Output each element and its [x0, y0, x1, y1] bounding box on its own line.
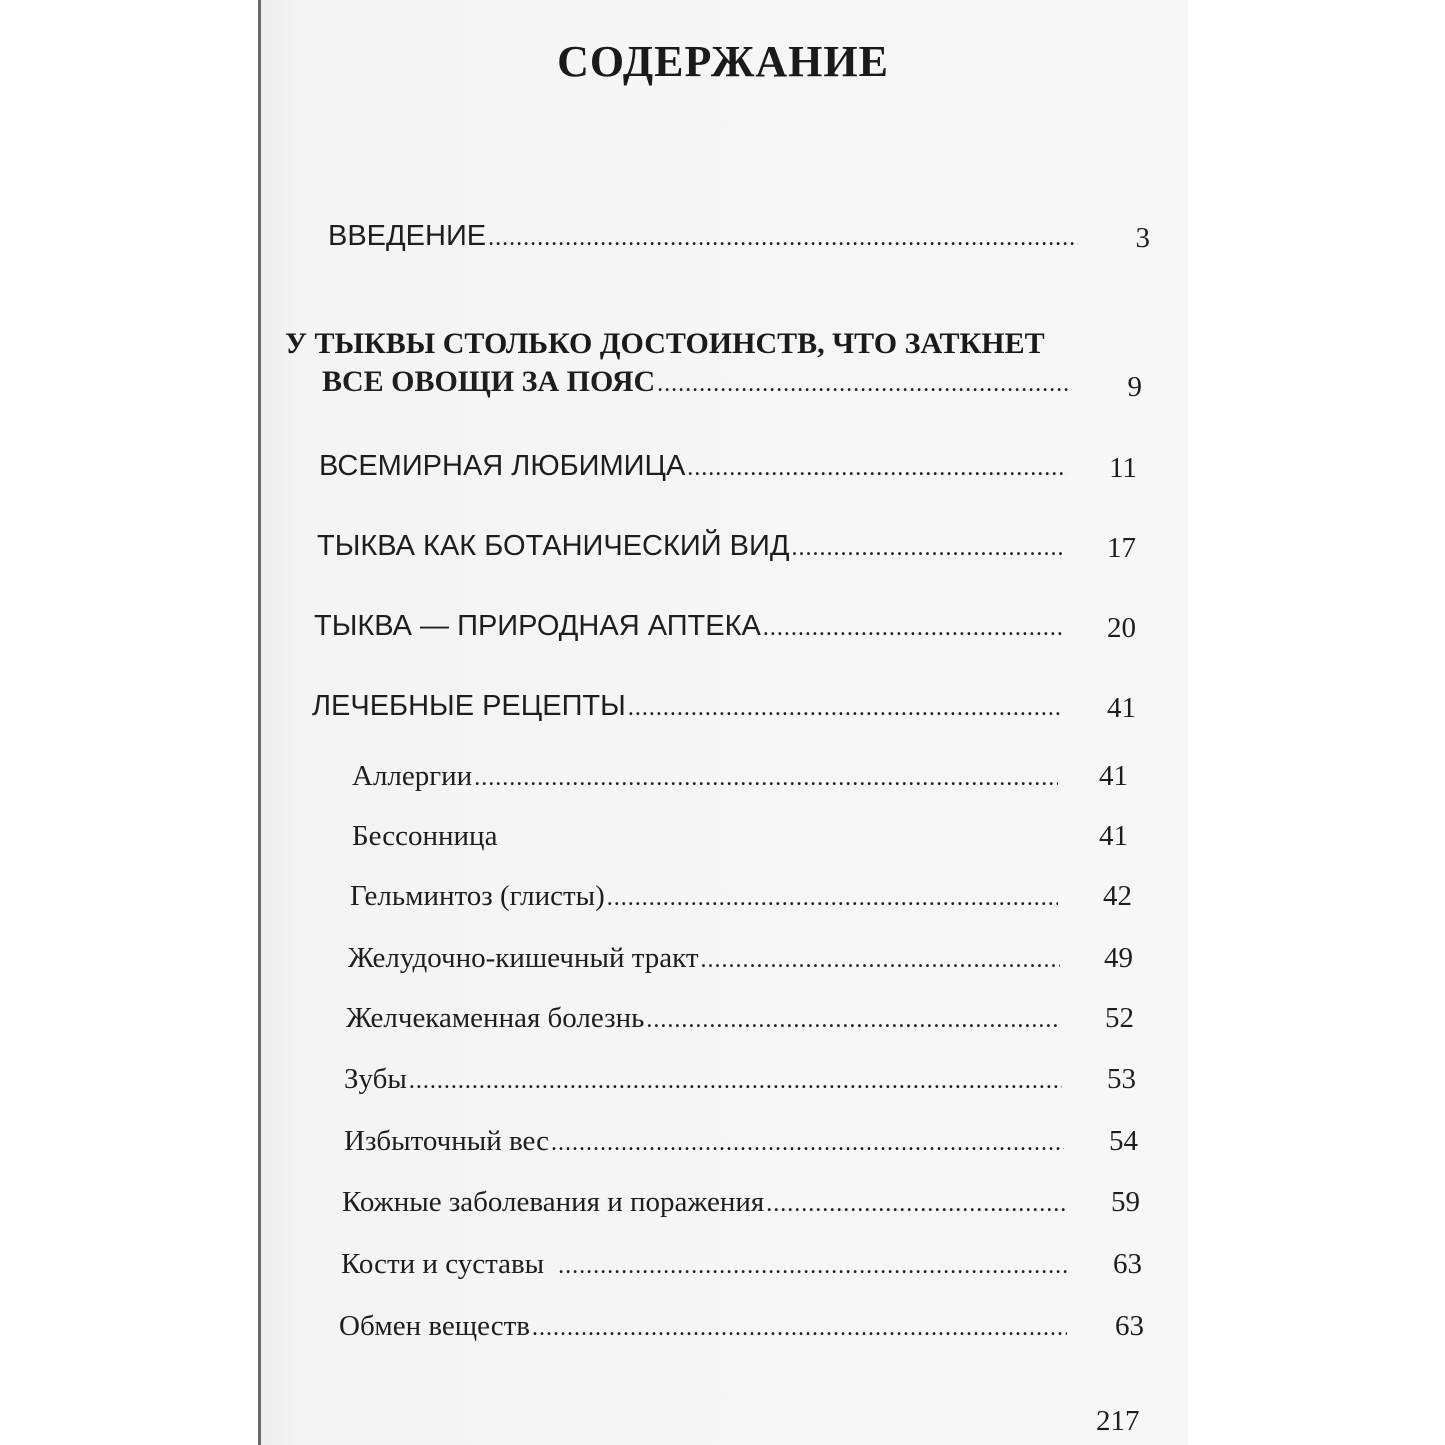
toc-entry-page: 54 — [1109, 1125, 1138, 1157]
toc-entry-page: 53 — [1107, 1063, 1136, 1095]
toc-subentry[interactable] — [344, 1063, 1064, 1096]
toc-entry-page: 3 — [1135, 222, 1150, 254]
toc-subentry[interactable] — [350, 880, 1060, 913]
book-page — [258, 0, 1188, 1445]
toc-entry-label: Желчекаменная болезнь — [346, 1002, 645, 1034]
dot-leader — [646, 1007, 1060, 1034]
toc-entry-label: ВВЕДЕНИЕ — [328, 220, 487, 252]
toc-entry-page: 49 — [1104, 942, 1133, 974]
toc-subentry[interactable] — [348, 942, 1062, 975]
toc-entry-page: 17 — [1107, 532, 1136, 564]
toc-entry-page: 41 — [1099, 820, 1128, 852]
dot-leader — [687, 455, 1067, 482]
toc-entry-label: ТЫКВА КАК БОТАНИЧЕСКИЙ ВИД — [317, 530, 790, 562]
toc-entry-page: 59 — [1111, 1186, 1140, 1218]
toc-entry-label: Кости и суставы — [341, 1248, 545, 1280]
toc-entry-world-favorite[interactable] — [319, 450, 1069, 483]
toc-entry-label: Кожные заболевания и поражения — [342, 1186, 765, 1218]
toc-entry-label: Гельминтоз (глисты) — [350, 880, 605, 912]
toc-entry-label: ВСЕ ОВОЩИ ЗА ПОЯС — [322, 365, 656, 398]
dot-leader — [474, 765, 1058, 792]
toc-entry-label: Бессонница — [352, 820, 498, 852]
toc-entry-page: 63 — [1115, 1310, 1144, 1342]
toc-entry-page: 41 — [1099, 760, 1128, 792]
toc-subentry[interactable] — [342, 1186, 1068, 1219]
toc-entry-botanical[interactable] — [317, 530, 1067, 563]
toc-entry-page: 20 — [1107, 612, 1136, 644]
toc-subentry[interactable] — [341, 1248, 1069, 1281]
toc-entry-label: Желудочно-кишечный тракт — [348, 942, 699, 974]
toc-entry-label: Избыточный вес — [344, 1125, 550, 1157]
toc-entry-page: 9 — [1127, 371, 1142, 403]
dot-leader — [409, 1068, 1062, 1095]
toc-entry-page: 41 — [1107, 692, 1136, 724]
toc-subentry[interactable] — [352, 820, 1060, 853]
toc-entry-merits-line1[interactable]: У ТЫКВЫ СТОЛЬКО ДОСТОИНСТВ, ЧТО ЗАТКНЕТ — [285, 327, 1045, 360]
dot-leader — [657, 371, 1072, 398]
toc-entry-page: 52 — [1105, 1002, 1134, 1034]
toc-entry-page: 42 — [1103, 880, 1132, 912]
toc-entry-page: 63 — [1113, 1248, 1142, 1280]
toc-subentry[interactable] — [344, 1125, 1066, 1158]
dot-leader — [551, 1130, 1064, 1157]
dot-leader — [607, 885, 1058, 912]
toc-entry-page: 11 — [1109, 452, 1137, 484]
toc-subentry[interactable] — [339, 1310, 1069, 1343]
toc-entry-merits[interactable] — [322, 365, 1074, 399]
toc-entry-label: ВСЕМИРНАЯ ЛЮБИМИЦА — [319, 450, 686, 482]
toc-subentry[interactable] — [346, 1002, 1062, 1035]
dot-leader — [701, 947, 1060, 974]
dot-leader — [628, 695, 1062, 722]
toc-entry-label: ТЫКВА — ПРИРОДНАЯ АПТЕКА — [314, 610, 761, 642]
dot-leader — [558, 1253, 1067, 1280]
dot-leader — [763, 615, 1064, 642]
dot-leader — [791, 535, 1065, 562]
page-number: 217 — [1096, 1405, 1140, 1437]
toc-entry-label: Аллергии — [352, 760, 473, 792]
page-title: СОДЕРЖАНИЕ — [557, 37, 889, 86]
toc-entry-label: ЛЕЧЕБНЫЕ РЕЦЕПТЫ — [312, 690, 626, 722]
toc-entry-label: Зубы — [344, 1063, 407, 1095]
toc-entry-pharmacy[interactable] — [314, 610, 1066, 643]
dot-leader — [532, 1315, 1067, 1342]
toc-entry-label: Обмен веществ — [339, 1310, 530, 1342]
dot-leader — [766, 1191, 1066, 1218]
dot-leader — [488, 225, 1078, 252]
toc-entry-intro[interactable] — [328, 220, 1080, 253]
toc-entry-recipes[interactable] — [312, 690, 1064, 723]
toc-subentry[interactable] — [352, 760, 1060, 793]
page-edge — [258, 0, 261, 1445]
